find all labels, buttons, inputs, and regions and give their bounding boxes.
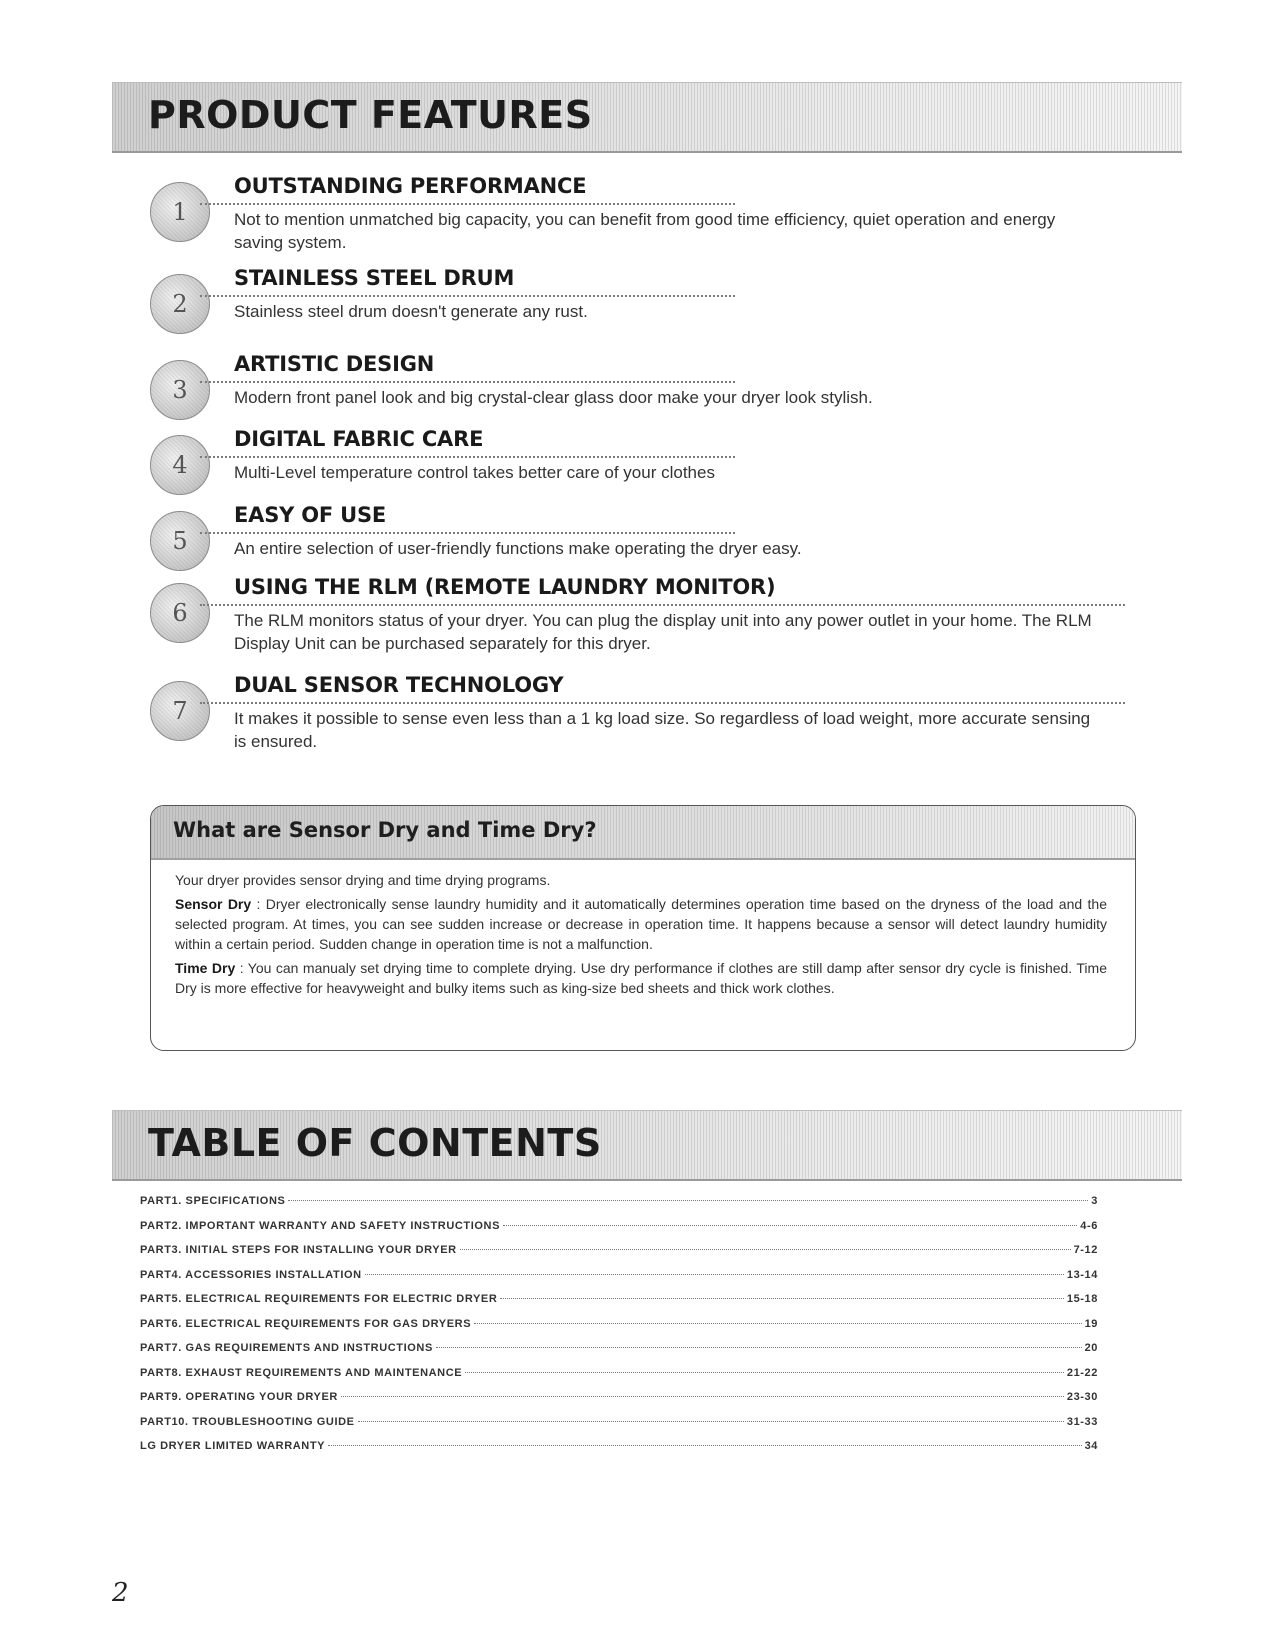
toc-entry-label: PART7. GAS REQUIREMENTS AND INSTRUCTIONS: [140, 1342, 433, 1354]
table-of-contents-title: TABLE OF CONTENTS: [148, 1121, 602, 1165]
feature-number-badge: 1: [150, 182, 210, 242]
toc-entry-label: PART4. ACCESSORIES INSTALLATION: [140, 1268, 362, 1281]
feature-title: EASY OF USE: [234, 503, 387, 527]
toc-leader-dots: [460, 1249, 1071, 1250]
time-dry-paragraph: [175, 958, 1107, 998]
toc-entry-label: PART6. ELECTRICAL REQUIREMENTS FOR GAS DRYERS: [140, 1317, 472, 1330]
page-number: 2: [112, 1578, 129, 1608]
toc-entry-label: LG DRYER LIMITED WARRANTY: [140, 1440, 326, 1452]
toc-entry-page: 31-33: [1066, 1415, 1098, 1428]
toc-entry-label: PART9. OPERATING YOUR DRYER: [140, 1391, 338, 1403]
toc-entry[interactable]: [140, 1195, 1098, 1220]
toc-entry-label: PART8. EXHAUST REQUIREMENTS AND MAINTENANCE: [140, 1366, 463, 1379]
toc-entry[interactable]: [140, 1318, 1098, 1343]
info-box-title: What are Sensor Dry and Time Dry?: [173, 818, 597, 842]
feature-number-badge: 5: [150, 511, 210, 571]
feature-description: It makes it possible to sense even less than a 1 kg load size. So regardless of load weight, more accurate sensing is ensured.: [234, 709, 1091, 751]
toc-entry-label: PART2. IMPORTANT WARRANTY AND SAFETY INSTRUCTIONS: [140, 1219, 501, 1232]
feature-number-badge: 4: [150, 435, 210, 495]
toc-leader-dots: [465, 1372, 1064, 1373]
feature-title: DUAL SENSOR TECHNOLOGY: [234, 673, 564, 697]
sensor-dry-info-box: [150, 805, 1136, 1051]
toc-leader-dots: [474, 1323, 1081, 1324]
feature-divider: [200, 295, 735, 297]
toc-entry-page: 4-6: [1080, 1219, 1098, 1232]
feature-title: DIGITAL FABRIC CARE: [234, 427, 484, 451]
feature-description: Modern front panel look and big crystal-clear glass door make your dryer look stylish.: [234, 388, 873, 407]
toc-entry-page: 13-14: [1066, 1268, 1098, 1281]
toc-entry[interactable]: [140, 1269, 1098, 1294]
toc-leader-dots: [500, 1298, 1063, 1299]
toc-entry-page: 19: [1084, 1317, 1098, 1330]
feature-number-badge: 7: [150, 681, 210, 741]
time-dry-term: Time Dry: [175, 960, 236, 976]
product-features-banner: [112, 82, 1182, 153]
feature-description: Multi-Level temperature control takes better care of your clothes: [234, 463, 715, 482]
toc-entry-page: 7-12: [1073, 1244, 1098, 1256]
feature-divider: [200, 532, 735, 534]
toc-leader-dots: [341, 1396, 1064, 1397]
toc-entry-label: PART10. TROUBLESHOOTING GUIDE: [140, 1415, 355, 1428]
toc-entry[interactable]: [140, 1293, 1098, 1318]
info-box-header: [151, 806, 1135, 860]
feature-divider: [200, 702, 1125, 704]
feature-number-badge: 6: [150, 583, 210, 643]
info-box-intro: Your dryer provides sensor drying and time drying programs.: [175, 872, 551, 888]
toc-entry-page: 15-18: [1066, 1293, 1098, 1305]
toc-entry[interactable]: [140, 1367, 1098, 1392]
feature-divider: [200, 604, 1125, 606]
toc-leader-dots: [503, 1225, 1077, 1226]
feature-number-badge: 3: [150, 360, 210, 420]
time-dry-text: : You can manualy set drying time to complete drying. Use dry performance if clothes are still damp after sensor dry cycle is finished. Time Dry is more effective for heavyweight and bulky items such as king-size bed sheets and thick work clothes.: [175, 960, 1107, 996]
feature-description: An entire selection of user-friendly functions make operating the dryer easy.: [234, 539, 802, 558]
toc-entry-label: PART1. SPECIFICATIONS: [140, 1195, 286, 1207]
product-features-title: PRODUCT FEATURES: [148, 93, 593, 137]
feature-description: The RLM monitors status of your dryer. You can plug the display unit into any power outlet in your home. The RLM Display Unit can be purchased separately for this dryer.: [234, 611, 1092, 653]
feature-description: Not to mention unmatched big capacity, you can benefit from good time efficiency, quiet operation and energy saving system.: [234, 210, 1056, 252]
sensor-dry-paragraph: [175, 894, 1107, 954]
feature-number-badge: 2: [150, 274, 210, 334]
sensor-dry-text: : Dryer electronically sense laundry humidity and it automatically determines operation time based on the dryness of the load and the selected program. At times, you can see sudden increase or decrease in operation time. It happens because a sensor will detect laundry humidity within a certain period. Sudden change in operation time is not a malfunction.: [175, 896, 1107, 952]
toc-leader-dots: [328, 1445, 1081, 1446]
feature-divider: [200, 381, 735, 383]
toc-entry[interactable]: [140, 1244, 1098, 1269]
toc-leader-dots: [365, 1274, 1064, 1275]
feature-divider: [200, 203, 735, 205]
feature-title: STAINLESS STEEL DRUM: [234, 266, 515, 290]
sensor-dry-term: Sensor Dry: [175, 896, 252, 912]
feature-divider: [200, 456, 735, 458]
toc-entry-page: 21-22: [1066, 1366, 1098, 1379]
toc-entry[interactable]: [140, 1391, 1098, 1416]
toc-entry-label: PART3. INITIAL STEPS FOR INSTALLING YOUR DRYER: [140, 1244, 457, 1256]
toc-entry[interactable]: [140, 1220, 1098, 1245]
feature-title: ARTISTIC DESIGN: [234, 352, 435, 376]
toc-entry-label: PART5. ELECTRICAL REQUIREMENTS FOR ELECTRIC DRYER: [140, 1293, 498, 1305]
toc-entry-page: 20: [1084, 1342, 1098, 1354]
toc-leader-dots: [288, 1200, 1088, 1201]
toc-entry[interactable]: [140, 1440, 1098, 1465]
feature-description: Stainless steel drum doesn't generate any rust.: [234, 302, 588, 321]
toc-entry-page: 34: [1084, 1440, 1098, 1452]
toc-leader-dots: [358, 1421, 1064, 1422]
toc-entry[interactable]: [140, 1342, 1098, 1367]
toc-leader-dots: [436, 1347, 1082, 1348]
toc-entry[interactable]: [140, 1416, 1098, 1441]
feature-title: OUTSTANDING PERFORMANCE: [234, 174, 587, 198]
table-of-contents-list: [140, 1195, 1098, 1465]
toc-entry-page: 23-30: [1066, 1391, 1098, 1403]
table-of-contents-banner: [112, 1110, 1182, 1181]
toc-entry-page: 3: [1091, 1195, 1098, 1207]
feature-title: USING THE RLM (REMOTE LAUNDRY MONITOR): [234, 575, 776, 599]
info-box-body: [151, 860, 1135, 998]
